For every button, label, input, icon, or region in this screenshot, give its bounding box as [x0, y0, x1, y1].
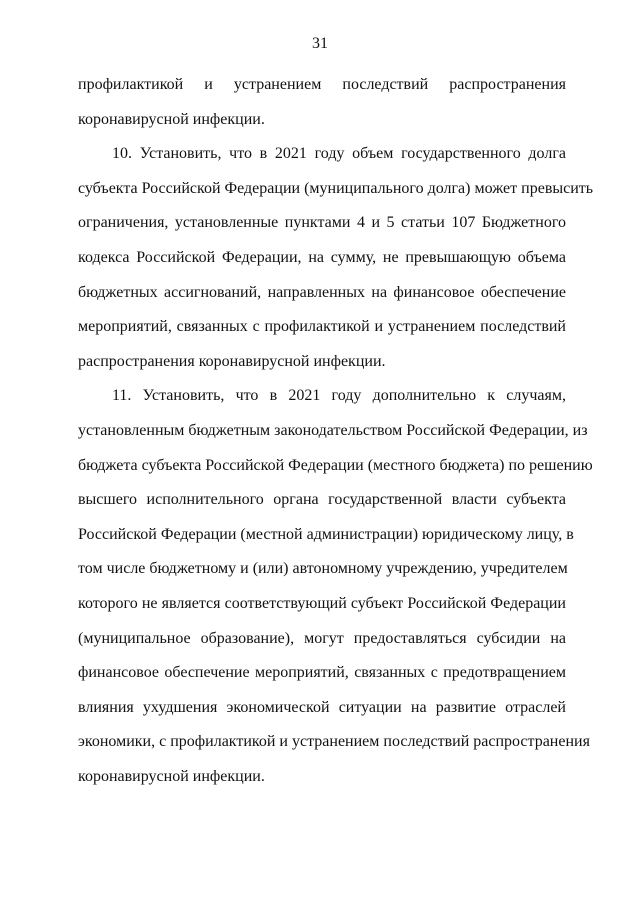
text-line: влияния ухудшения экономической ситуации на развитие отраслей	[78, 698, 566, 716]
text-line: 10. Установить, что в 2021 году объем государственного долга	[112, 145, 566, 163]
text-line: бюджетных ассигнований, направленных на финансовое обеспечение	[78, 283, 566, 301]
text-line: которого не является соответствующий субъект Российской Федерации	[78, 594, 566, 612]
text-line: установленным бюджетным законодательством Российской Федерации, из	[78, 421, 588, 439]
document-body	[78, 68, 594, 794]
text-line: субъекта Российской Федерации (муниципального долга) может превысить	[78, 179, 594, 197]
paragraph-item-11	[78, 379, 593, 794]
text-line: экономики, с профилактикой и устранением последствий распространения	[78, 733, 590, 751]
paragraph-continuation	[78, 68, 566, 137]
text-line: мероприятий, связанных с профилактикой и устранением последствий	[78, 318, 566, 336]
text-line: том числе бюджетному и (или) автономному учреждению, учредителем	[78, 560, 568, 578]
text-line: бюджета субъекта Российской Федерации (местного бюджета) по решению	[78, 456, 593, 474]
text-line: Российской Федерации (местной администрации) юридическому лицу, в	[78, 525, 574, 543]
text-line: (муниципальное образование), могут предоставляться субсидии на	[78, 629, 566, 647]
text-line: распространения коронавирусной инфекции.	[78, 352, 386, 370]
text-line: коронавирусной инфекции.	[78, 767, 265, 785]
text-line: коронавирусной инфекции.	[78, 110, 265, 128]
text-line: финансовое обеспечение мероприятий, связанных с предотвращением	[78, 664, 566, 682]
page-number: 31	[312, 35, 328, 52]
text-line: ограничения, установленные пунктами 4 и 5 статьи 107 Бюджетного	[78, 214, 566, 232]
text-line: 11. Установить, что в 2021 году дополнительно к случаям,	[112, 387, 566, 405]
text-line: высшего исполнительного органа государственной власти субъекта	[78, 491, 566, 509]
text-line: профилактикой и устранением последствий распространения	[78, 76, 566, 93]
paragraph-item-10	[78, 137, 594, 379]
text-line: кодекса Российской Федерации, на сумму, не превышающую объема	[78, 248, 566, 266]
